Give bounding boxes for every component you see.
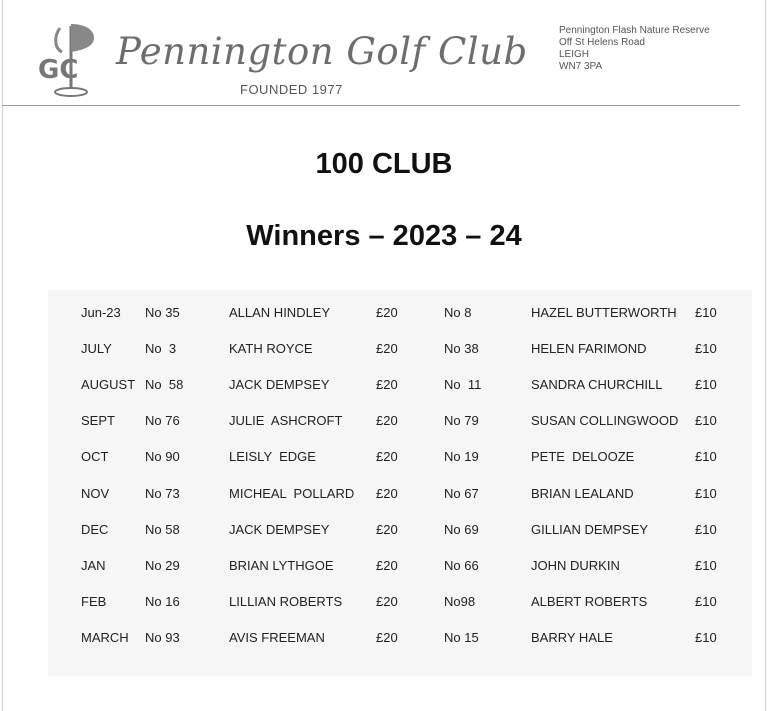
second-prize-cell: £10	[695, 340, 717, 356]
month-cell: DEC	[81, 521, 109, 537]
second-number-cell: No 11	[444, 376, 482, 392]
second-prize-cell: £10	[695, 594, 717, 610]
founded-year: FOUNDED 1977	[240, 82, 343, 97]
winners-table	[48, 294, 735, 656]
second-prize-cell: £10	[695, 376, 717, 392]
second-winner-cell: PETE DELOOZE	[531, 449, 635, 465]
first-winner-cell: KATH ROYCE	[229, 340, 313, 356]
first-winner-cell: LILLIAN ROBERTS	[229, 594, 343, 610]
month-cell: Jun-23	[81, 304, 121, 320]
table-row	[48, 403, 735, 439]
first-winner-cell: BRIAN LYTHGOE	[229, 557, 334, 573]
address-line: LEIGH	[559, 49, 590, 60]
second-winner-cell: SANDRA CHURCHILL	[531, 376, 663, 392]
first-number-cell: No 35	[145, 304, 180, 320]
second-number-cell: No 79	[444, 413, 479, 429]
month-cell: NOV	[81, 485, 110, 501]
first-number-cell: No 29	[145, 557, 180, 573]
second-number-cell: No 38	[444, 340, 479, 356]
second-prize-cell: £10	[695, 485, 717, 501]
club-logo	[38, 18, 102, 100]
second-prize-cell: £10	[695, 521, 717, 537]
first-prize-cell: £20	[376, 485, 398, 501]
first-number-cell: No 58	[145, 376, 184, 392]
flag-icon	[71, 24, 94, 52]
second-number-cell: No 69	[444, 521, 479, 537]
table-row	[48, 511, 735, 547]
second-prize-cell: £10	[695, 557, 717, 573]
table-row	[48, 584, 735, 620]
second-winner-cell: SUSAN COLLINGWOOD	[531, 413, 679, 429]
month-cell: MARCH	[81, 630, 129, 646]
second-number-cell: No 66	[444, 557, 479, 573]
second-number-cell: No98	[444, 594, 476, 610]
table-row	[48, 620, 735, 656]
month-cell: SEPT	[81, 413, 115, 429]
first-winner-cell: ALLAN HINDLEY	[229, 304, 331, 320]
second-winner-cell: JOHN DURKIN	[531, 557, 620, 573]
first-number-cell: No 90	[145, 449, 180, 465]
second-number-cell: No 67	[444, 485, 479, 501]
table-row	[48, 475, 735, 511]
address-line: Off St Helens Road	[559, 37, 645, 48]
second-prize-cell: £10	[695, 413, 717, 429]
first-winner-cell: AVIS FREEMAN	[229, 630, 325, 646]
month-cell: AUGUST	[81, 376, 136, 392]
second-winner-cell: GILLIAN DEMPSEY	[531, 521, 649, 537]
first-winner-cell: LEISLY EDGE	[229, 449, 316, 465]
document-subtitle: Winners – 2023 – 24	[246, 220, 522, 252]
second-winner-cell: BRIAN LEALAND	[531, 485, 634, 501]
address-line: WN7 3PA	[559, 61, 603, 72]
first-prize-cell: £20	[376, 594, 398, 610]
club-name: Pennington Golf Club	[116, 30, 528, 73]
club-address	[559, 25, 710, 73]
hole-icon	[55, 88, 87, 96]
first-prize-cell: £20	[376, 449, 398, 465]
logo-letters: GC	[38, 55, 79, 85]
first-prize-cell: £20	[376, 340, 398, 356]
address-line: Pennington Flash Nature Reserve	[559, 25, 710, 36]
second-prize-cell: £10	[695, 449, 717, 465]
month-cell: JULY	[81, 340, 112, 356]
first-prize-cell: £20	[376, 304, 398, 320]
first-prize-cell: £20	[376, 413, 398, 429]
second-winner-cell: HAZEL BUTTERWORTH	[531, 304, 677, 320]
month-cell: JAN	[81, 557, 106, 573]
first-prize-cell: £20	[376, 557, 398, 573]
first-prize-cell: £20	[376, 521, 398, 537]
table-row	[48, 439, 735, 475]
second-winner-cell: ALBERT ROBERTS	[531, 594, 648, 610]
second-winner-cell: BARRY HALE	[531, 630, 613, 646]
table-row	[48, 366, 735, 402]
header-divider	[2, 105, 740, 106]
first-number-cell: No 93	[145, 630, 180, 646]
table-row	[48, 294, 735, 330]
table-row	[48, 547, 735, 583]
second-number-cell: No 8	[444, 304, 472, 320]
first-prize-cell: £20	[376, 630, 398, 646]
month-cell: FEB	[81, 594, 107, 610]
first-winner-cell: JACK DEMPSEY	[229, 521, 330, 537]
first-number-cell: No 58	[145, 521, 180, 537]
second-prize-cell: £10	[695, 630, 717, 646]
first-winner-cell: MICHEAL POLLARD	[229, 485, 355, 501]
first-number-cell: No 73	[145, 485, 180, 501]
second-winner-cell: HELEN FARIMOND	[531, 340, 647, 356]
first-number-cell: No 3	[145, 340, 177, 356]
second-prize-cell: £10	[695, 304, 717, 320]
first-number-cell: No 16	[145, 594, 180, 610]
second-number-cell: No 19	[444, 449, 479, 465]
table-row	[48, 330, 735, 366]
document-title: 100 CLUB	[315, 148, 453, 180]
first-winner-cell: JULIE ASHCROFT	[229, 413, 343, 429]
first-number-cell: No 76	[145, 413, 180, 429]
first-winner-cell: JACK DEMPSEY	[229, 376, 330, 392]
month-cell: OCT	[81, 449, 109, 465]
first-prize-cell: £20	[376, 376, 398, 392]
second-number-cell: No 15	[444, 630, 479, 646]
